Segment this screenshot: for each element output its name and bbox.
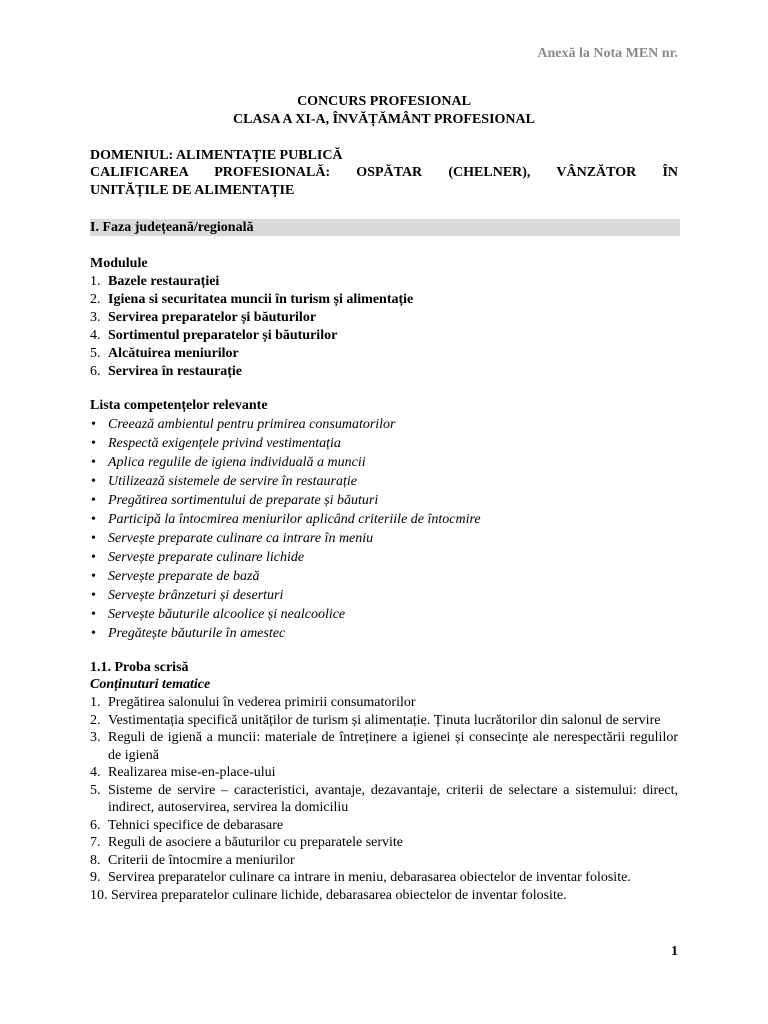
module-item: 6. Servirea în restaurație (90, 364, 243, 379)
module-item: 3. Servirea preparatelor și băuturilor (90, 310, 317, 325)
competence-item: • Servește preparate culinare ca intrare în meniu (91, 531, 374, 546)
modules-list (90, 273, 413, 381)
content-item: 2. Vestimentația specifică unităților de turism și alimentație. Ținuta lucrătorilor din salonul de servire (90, 712, 661, 728)
heading-line-1: CONCURS PROFESIONAL (297, 94, 471, 109)
page-number: 1 (671, 944, 678, 959)
competence-item: • Servește băuturile alcoolice și nealcoolice (91, 607, 346, 622)
qualification-line-1: CALIFICAREA PROFESIONALĂ: OSPĂTAR (CHELNER), VÂNZĂTOR ÎN (90, 165, 678, 180)
qualification-line-2: UNITĂȚILE DE ALIMENTAȚIE (90, 183, 295, 198)
written-test-title: 1.1. Proba scrisă (90, 660, 189, 675)
content-item: 3. Reguli de igienă a muncii: materiale de întreținere a igienei și consecințe ale nerespectării regulilor de igienă (90, 730, 678, 763)
competence-item: • Pregătește băuturile în amestec (91, 626, 286, 641)
competence-item: • Creează ambientul pentru primirea consumatorilor (91, 417, 396, 432)
content-item: 4. Realizarea mise-en-place-ului (90, 765, 276, 780)
competence-item: • Utilizează sistemele de servire în restaurație (91, 474, 357, 489)
competence-item: • Aplica regulile de igiena individuală a muncii (91, 455, 366, 470)
modules-title: Modulule (90, 256, 148, 271)
competence-item: • Pregătirea sortimentului de preparate și băuturi (91, 493, 379, 508)
competence-item: • Servește brânzeturi și deserturi (91, 588, 284, 603)
competence-item: • Servește preparate culinare lichide (91, 550, 305, 565)
content-item: 8. Criterii de întocmire a meniurilor (90, 852, 295, 868)
module-item: 5. Alcătuirea meniurilor (90, 346, 239, 361)
thematic-contents-subtitle: Conținuturi tematice (90, 677, 211, 692)
content-item: 1. Pregătirea salonului în vederea primirii consumatorilor (90, 695, 416, 710)
phase-title: I. Faza județeană/regională (90, 220, 254, 235)
content-item: 7. Reguli de asociere a băuturilor cu preparatele servite (90, 835, 404, 850)
module-item: 2. Igiena si securitatea muncii în turism și alimentație (90, 292, 414, 307)
heading-line-2: CLASA A XI-A, ÎNVĂȚĂMÂNT PROFESIONAL (233, 112, 535, 127)
content-item: 10. Servirea preparatelor culinare lichide, debarasarea obiectelor de inventar folosite. (90, 887, 567, 903)
module-item: 1. Bazele restaurației (90, 274, 220, 289)
module-item: 4. Sortimentul preparatelor și băuturilor (90, 328, 338, 343)
competence-item: • Respectă exigențele privind vestimentația (91, 436, 341, 451)
competences-title: Lista competențelor relevante (90, 398, 268, 413)
phase-banner (90, 219, 680, 236)
content-item: 5. Sisteme de servire – caracteristici, avantaje, dezavantaje, criterii de selectare a sistemului: direct, indirect, autoservirea, servirea la domiciliu (90, 782, 678, 815)
domain-line: DOMENIUL: ALIMENTAȚIE PUBLICĂ (90, 148, 343, 163)
annex-note: Anexă la Nota MEN nr. (537, 46, 678, 61)
content-item: 9. Servirea preparatelor culinare ca intrare in meniu, debarasarea obiectelor de inventar folosite. (90, 870, 631, 885)
competence-item: • Participă la întocmirea meniurilor aplicând criteriile de întocmire (91, 512, 481, 527)
competence-item: • Servește preparate de bază (91, 569, 260, 584)
thematic-contents-list (90, 694, 678, 904)
competences-list (90, 415, 481, 643)
content-item: 6. Tehnici specifice de debarasare (90, 817, 284, 833)
